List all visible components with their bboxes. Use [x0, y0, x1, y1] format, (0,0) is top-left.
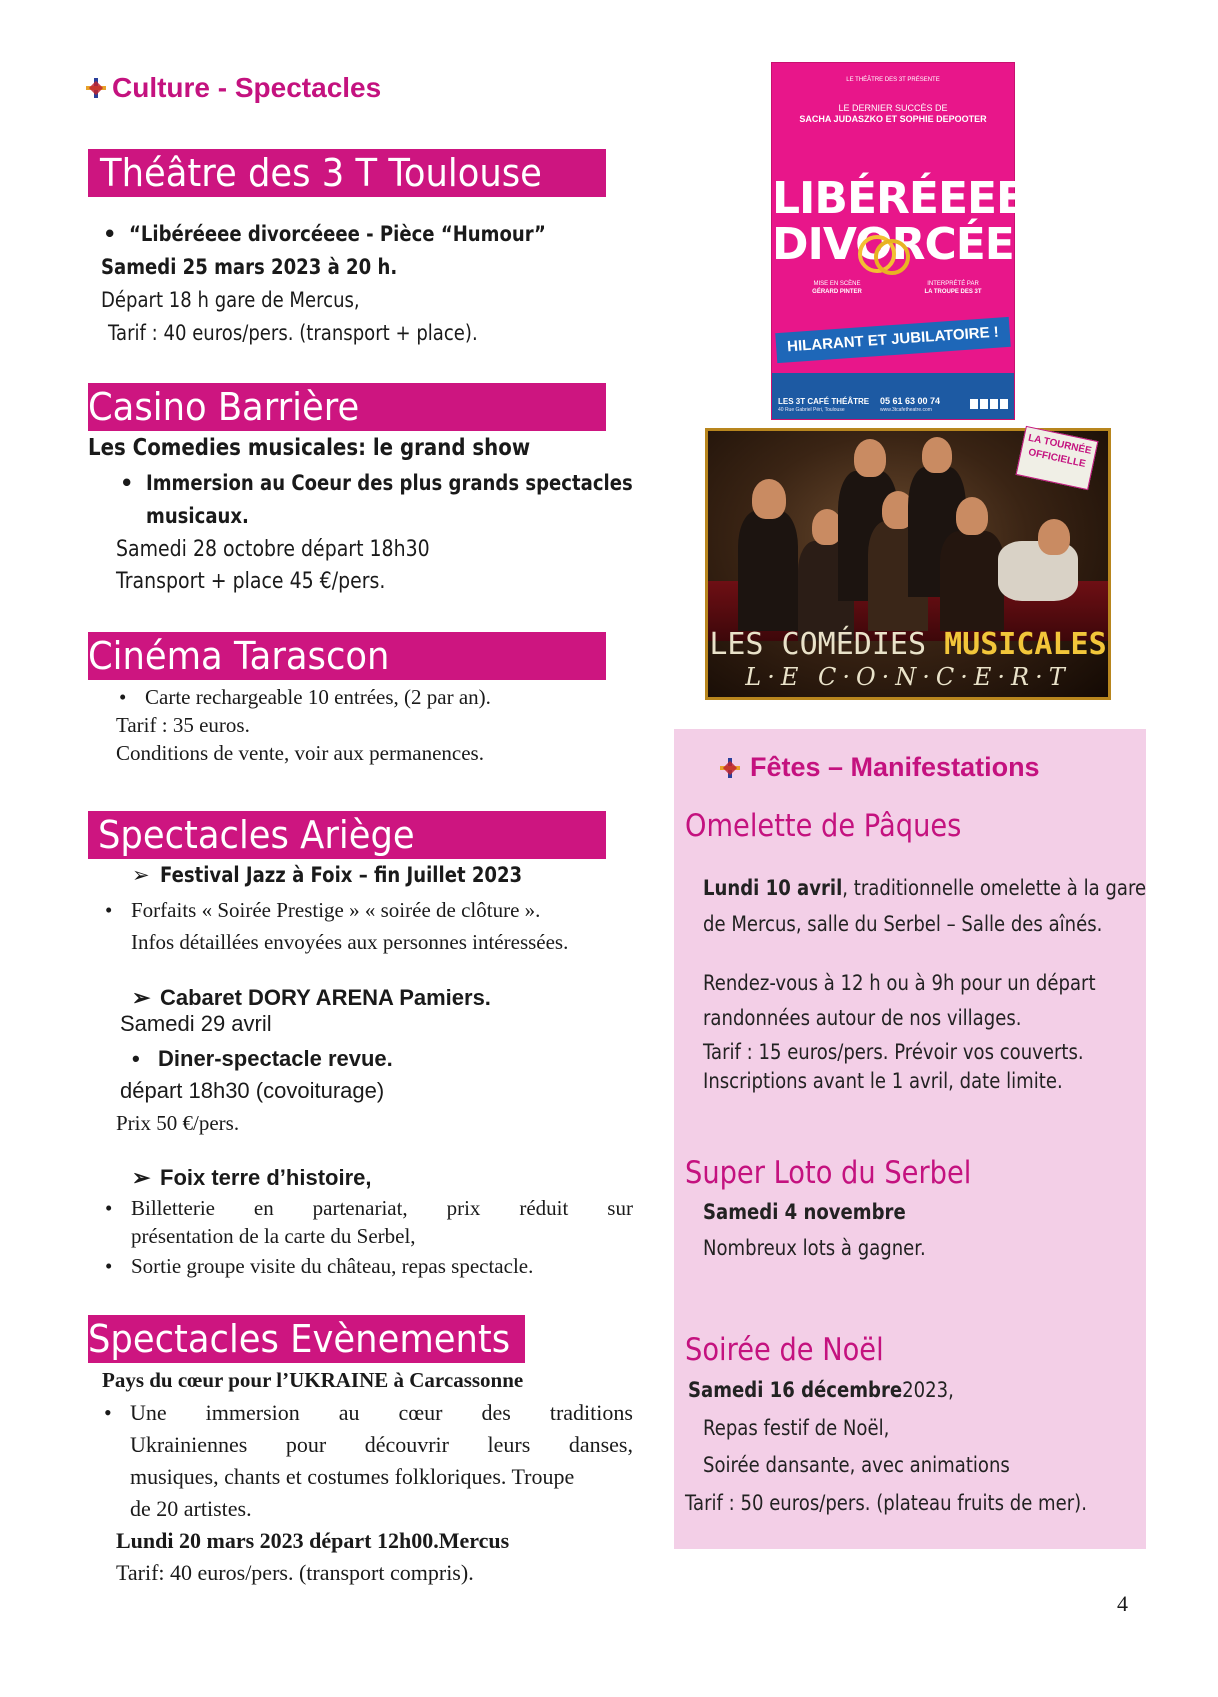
evenements-bullet-l1: • Une immersion au cœur des traditions [130, 1400, 633, 1426]
fetes-heading: Fêtes – Manifestations [720, 752, 1040, 783]
foix-bullet-2: • Sortie groupe visite du château, repas spectacle. [131, 1254, 533, 1279]
banner-title: Cinéma Tarascon [88, 634, 390, 678]
noel-title: Soirée de Noël [685, 1332, 884, 1368]
evenements-date: Lundi 20 mars 2023 départ 12h00.Mercus [116, 1528, 510, 1553]
evenements-subtitle: Pays du cœur pour l’UKRAINE à Carcassonne [102, 1368, 524, 1392]
evenements-bullet-l2: Ukrainiennes pour découvrir leurs danses, [130, 1432, 633, 1457]
foix-bullet-1-cont: présentation de la carte du Serbel, [131, 1224, 416, 1248]
cinema-tarif: Tarif : 35 euros. [116, 713, 250, 737]
loto-date: Samedi 4 novembre [703, 1200, 906, 1224]
noel-line-4: Tarif : 50 euros/pers. (plateau fruits de mer). [685, 1491, 1087, 1515]
poster2-title: LES COMÉDIES MUSICALES [709, 627, 1107, 662]
social-icons [970, 399, 1008, 409]
poster-title-2: DIVORCÉEE [772, 219, 1043, 270]
casino-subtitle: Les Comedies musicales: le grand show [88, 435, 531, 461]
jazz-title: ➢ Festival Jazz à Foix – fin Juillet 2023 [132, 863, 523, 887]
banner-title: Spectacles Evènements [88, 1317, 511, 1361]
ring-icon [874, 239, 910, 275]
performer [1038, 519, 1070, 555]
noel-line-3: Soirée dansante, avec animations [703, 1453, 1010, 1477]
cabaret-title: ➢ Cabaret DORY ARENA Pamiers. [132, 985, 491, 1010]
cross-bullet-icon [86, 78, 106, 98]
noel-line-2: Repas festif de Noël, [703, 1416, 890, 1440]
omelette-title: Omelette de Pâques [685, 808, 962, 844]
cabaret-price: Prix 50 €/pers. [116, 1111, 240, 1135]
performer [854, 439, 886, 477]
foix-title: ➢ Foix terre d’histoire, [132, 1165, 372, 1190]
poster-comedies-musicales [705, 428, 1111, 700]
poster-liberee-divorcee: LE THÉÂTRE DES 3T PRÉSENTE LE DERNIER SUCCÈS DE SACHA JUDASZKO ET SOPHIE DEPOOTER LIBÉRÉEEE DIVORCÉEE MISE EN SCÈNE GÉRARD PINTER INTERPRÉTÉ PAR LA TROUPE DES 3T HILARANT ET JUBILATOIRE ! LES 3T CAFÉ THÉÂTRE 05 61 63 00 74 40 Rue Gabriel Péri, Toulouse www.3tcafetheatre.com [771, 62, 1015, 420]
omelette-line-1: Lundi 10 avril, traditionnelle omelette à la gare [703, 876, 1147, 900]
omelette-line-6: Inscriptions avant le 1 avril, date limite. [703, 1069, 1063, 1093]
section-banner-evenements [88, 1315, 525, 1363]
section-banner-casino [88, 383, 606, 431]
banner-title: Théâtre des 3 T Toulouse [100, 151, 542, 195]
casino-bullet: • Immersion au Coeur des plus grands spectacles [146, 471, 712, 495]
page-number: 4 [1117, 1591, 1128, 1616]
omelette-line-2: de Mercus, salle du Serbel – Salle des aînés. [703, 912, 1103, 936]
performer [922, 437, 952, 473]
banner-title: Spectacles Ariège [98, 813, 415, 857]
casino-bullet-cont: musicaux. [146, 504, 249, 528]
cross-bullet-icon [720, 758, 740, 778]
section-banner-ariege [88, 811, 606, 859]
arrow-bullet-icon: ➢ [132, 1165, 151, 1190]
casino-date: Samedi 28 octobre départ 18h30 [116, 537, 430, 562]
omelette-line-5: Tarif : 15 euros/pers. Prévoir vos couverts. [703, 1040, 1084, 1064]
cabaret-depart: départ 18h30 (covoiturage) [120, 1078, 385, 1103]
cabaret-date: Samedi 29 avril [120, 1011, 272, 1036]
arrow-bullet-icon: ➢ [132, 985, 151, 1010]
casino-price: Transport + place 45 €/pers. [116, 569, 386, 594]
foix-bullet-1: • Billetterie en partenariat, prix réduit sur [131, 1196, 633, 1221]
evenements-bullet-l3: musiques, chants et costumes folkloriques. Troupe [130, 1464, 575, 1489]
loto-title: Super Loto du Serbel [685, 1155, 972, 1191]
performer [752, 479, 786, 519]
omelette-line-4: randonnées autour de nos villages. [703, 1006, 1022, 1030]
omelette-line-3: Rendez-vous à 12 h ou à 9h pour un départ [703, 971, 1096, 995]
section-banner-theatre [88, 149, 606, 197]
banner-title: Casino Barrière [88, 385, 360, 429]
page-heading-text: Culture - Spectacles [112, 72, 382, 103]
cinema-conditions: Conditions de vente, voir aux permanences. [116, 741, 484, 765]
cinema-bullet: • Carte rechargeable 10 entrées, (2 par an). [145, 685, 491, 710]
theatre-date: Samedi 25 mars 2023 à 20 h. [101, 255, 398, 279]
performer [956, 497, 988, 535]
jazz-bullet: • Forfaits « Soirée Prestige » « soirée de clôture ». [131, 898, 540, 923]
arrow-bullet-icon: ➢ [132, 863, 150, 887]
theatre-depart: Départ 18 h gare de Mercus, [101, 288, 360, 312]
evenements-tarif: Tarif: 40 euros/pers. (transport compris). [116, 1560, 474, 1585]
jazz-info: Infos détaillées envoyées aux personnes intéressées. [131, 930, 569, 954]
tour-stamp: LA TOURNÉE OFFICIELLE [1016, 426, 1099, 490]
poster-tagline: HILARANT ET JUBILATOIRE ! [775, 317, 1011, 363]
cabaret-bullet: • Diner-spectacle revue. [158, 1046, 393, 1072]
theatre-bullet: • “Libéréeee divorcéeee - Pièce “Humour” [129, 222, 614, 246]
section-banner-cinema [88, 632, 606, 680]
page-heading [86, 72, 381, 104]
theatre-tarif: Tarif : 40 euros/pers. (transport + place). [108, 321, 478, 345]
noel-date: Samedi 16 décembre2023, [688, 1378, 954, 1402]
loto-text: Nombreux lots à gagner. [703, 1236, 926, 1260]
evenements-bullet-l4: de 20 artistes. [130, 1496, 252, 1521]
poster-title-1: LIBÉRÉEEE [772, 173, 1026, 224]
poster2-subtitle: L·E C·O·N·C·E·R·T [745, 663, 1071, 691]
